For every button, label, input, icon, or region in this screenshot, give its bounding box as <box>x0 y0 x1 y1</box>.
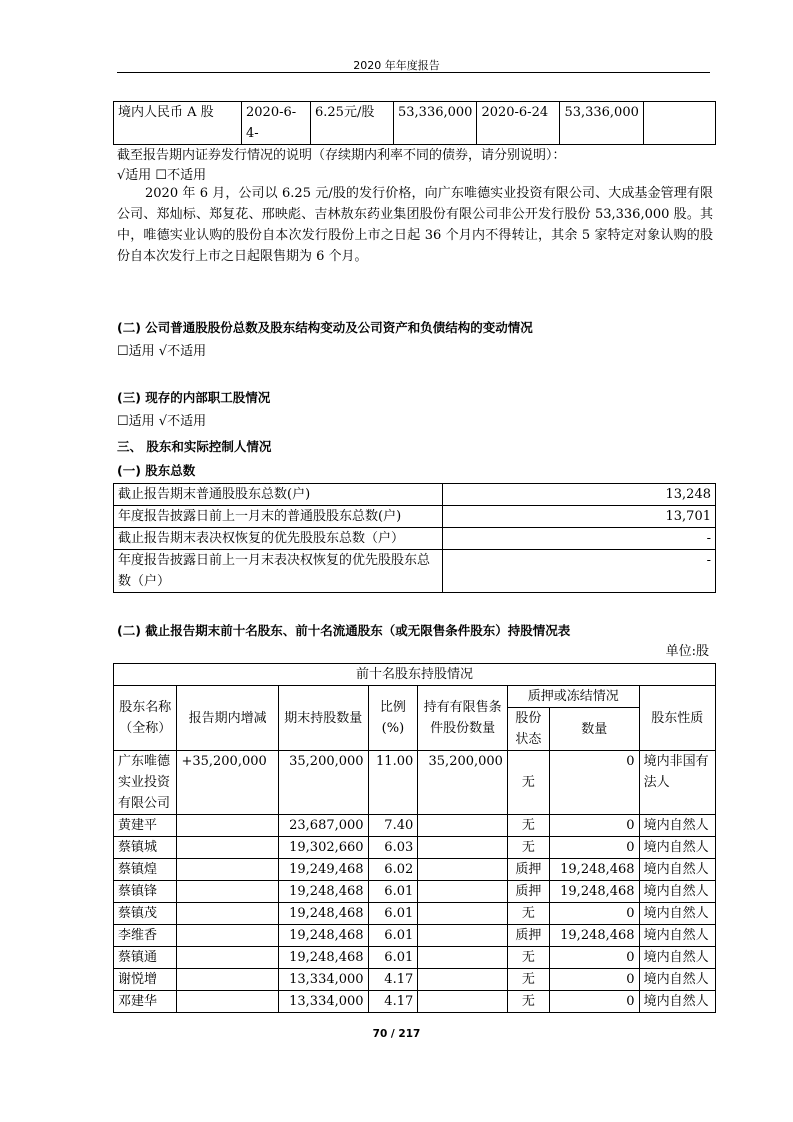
cell-name: 蔡镇茂 <box>114 903 177 925</box>
cell-restricted <box>418 903 508 925</box>
issuance-cell: 境内人民币 A 股 <box>114 102 242 145</box>
issuance-cell: 53,336,000 <box>560 102 643 145</box>
cell-nature: 境内自然人 <box>639 991 715 1013</box>
cell-status: 无 <box>507 751 549 815</box>
cell-name: 蔡镇通 <box>114 947 177 969</box>
table-row <box>114 751 716 815</box>
cell-held: 19,302,660 <box>278 837 368 859</box>
cell-restricted <box>418 925 508 947</box>
cell-qty: 0 <box>549 991 639 1013</box>
section-2-title: (二) 公司普通股股份总数及股东结构变动及公司资产和负债结构的变动情况 <box>117 320 533 335</box>
cell-change <box>177 815 278 837</box>
section-3-options: ☐适用 √不适用 <box>117 414 207 429</box>
cell-restricted <box>418 947 508 969</box>
cell-held: 35,200,000 <box>278 751 368 815</box>
cell-name: 谢悦增 <box>114 969 177 991</box>
cell-status: 无 <box>507 991 549 1013</box>
cell-change <box>177 991 278 1013</box>
table-row <box>114 925 716 947</box>
cell-change <box>177 859 278 881</box>
issuance-cell: 2020-6-4- <box>242 102 311 145</box>
cell-held: 19,248,468 <box>278 947 368 969</box>
total-value: - <box>443 550 716 593</box>
table-row <box>114 991 716 1013</box>
table-row <box>114 815 716 837</box>
cell-status: 质押 <box>507 881 549 903</box>
cell-name: 蔡镇城 <box>114 837 177 859</box>
cell-ratio: 6.01 <box>368 903 418 925</box>
cell-change <box>177 947 278 969</box>
cell-restricted <box>418 991 508 1013</box>
cell-status: 无 <box>507 903 549 925</box>
cell-qty: 0 <box>549 969 639 991</box>
cell-ratio: 6.01 <box>368 947 418 969</box>
issuance-table <box>113 101 716 145</box>
cell-restricted: 35,200,000 <box>418 751 508 815</box>
issuance-note-options: √适用 ☐不适用 <box>117 168 207 183</box>
shareholder-totals-table <box>113 483 716 593</box>
cell-nature: 境内自然人 <box>639 947 715 969</box>
cell-name: 李维香 <box>114 925 177 947</box>
cell-held: 19,248,468 <box>278 903 368 925</box>
cell-status: 质押 <box>507 859 549 881</box>
top10-table <box>113 663 716 1013</box>
table-row <box>114 969 716 991</box>
cell-nature: 境内非国有法人 <box>639 751 715 815</box>
header-name: 股东名称（全称） <box>114 686 177 751</box>
part-3-title: 三、 股东和实际控制人情况 <box>117 439 272 454</box>
cell-status: 质押 <box>507 925 549 947</box>
cell-name: 邓建华 <box>114 991 177 1013</box>
cell-restricted <box>418 969 508 991</box>
cell-ratio: 11.00 <box>368 751 418 815</box>
cell-qty: 0 <box>549 947 639 969</box>
header-pledge-qty: 数量 <box>549 708 639 751</box>
section-3-title: (三) 现存的内部职工股情况 <box>117 390 271 405</box>
cell-nature: 境内自然人 <box>639 903 715 925</box>
sub-1-title: (一) 股东总数 <box>117 463 196 478</box>
cell-qty: 0 <box>549 751 639 815</box>
header-nature: 股东性质 <box>639 686 715 751</box>
header-rule <box>117 72 710 73</box>
cell-nature: 境内自然人 <box>639 969 715 991</box>
header-pledge-group: 质押或冻结情况 <box>507 686 639 708</box>
issuance-cell: 53,336,000 <box>394 102 477 145</box>
cell-status: 无 <box>507 947 549 969</box>
total-value: - <box>443 528 716 550</box>
issuance-cell: 2020-6-24 <box>477 102 560 145</box>
cell-name: 蔡镇煌 <box>114 859 177 881</box>
cell-status: 无 <box>507 815 549 837</box>
cell-ratio: 6.01 <box>368 881 418 903</box>
table-row <box>114 881 716 903</box>
cell-status: 无 <box>507 969 549 991</box>
total-label: 截止报告期末表决权恢复的优先股股东总数（户） <box>114 528 443 550</box>
header-held: 期末持股数量 <box>278 686 368 751</box>
cell-nature: 境内自然人 <box>639 881 715 903</box>
cell-qty: 0 <box>549 815 639 837</box>
cell-ratio: 6.02 <box>368 859 418 881</box>
cell-ratio: 4.17 <box>368 969 418 991</box>
issuance-note-body: 2020 年 6 月，公司以 6.25 元/股的发行价格，向广东唯德实业投资有限公司、大成基金管理有限公司、郑灿标、郑复花、邢映彪、吉林敖东药业集团股份有限公司非公开发行股份 53,336,000 股。其中，唯德实业认购的股份自本次发行股份上市之日起 36 个月内不得转让，其余 5 家特定对象认购的股份自本次发行上市之日起限售期为 6 个月。 <box>117 186 713 264</box>
cell-change: +35,200,000 <box>177 751 278 815</box>
cell-change <box>177 969 278 991</box>
issuance-cell <box>643 102 715 145</box>
cell-held: 19,249,468 <box>278 859 368 881</box>
cell-held: 19,248,468 <box>278 881 368 903</box>
cell-qty: 19,248,468 <box>549 881 639 903</box>
page-header-title: 2020 年年度报告 <box>353 59 440 72</box>
cell-qty: 0 <box>549 903 639 925</box>
cell-ratio: 4.17 <box>368 991 418 1013</box>
total-label: 年度报告披露日前上一月末的普通股股东总数(户) <box>114 506 443 528</box>
header-change: 报告期内增减 <box>177 686 278 751</box>
cell-ratio: 6.01 <box>368 925 418 947</box>
table-row <box>114 859 716 881</box>
cell-nature: 境内自然人 <box>639 925 715 947</box>
cell-nature: 境内自然人 <box>639 815 715 837</box>
cell-qty: 19,248,468 <box>549 925 639 947</box>
total-label: 年度报告披露日前上一月末表决权恢复的优先股股东总数（户） <box>114 550 443 593</box>
cell-nature: 境内自然人 <box>639 837 715 859</box>
cell-change <box>177 837 278 859</box>
cell-held: 19,248,468 <box>278 925 368 947</box>
cell-qty: 19,248,468 <box>549 859 639 881</box>
cell-held: 23,687,000 <box>278 815 368 837</box>
header-pledge-status: 股份状态 <box>507 708 549 751</box>
cell-held: 13,334,000 <box>278 991 368 1013</box>
cell-ratio: 6.03 <box>368 837 418 859</box>
cell-restricted <box>418 859 508 881</box>
issuance-note-heading: 截至报告期内证券发行情况的说明（存续期内利率不同的债券，请分别说明）： <box>117 148 566 163</box>
cell-restricted <box>418 815 508 837</box>
sub-2-title: (二) 截止报告期末前十名股东、前十名流通股东（或无限售条件股东）持股情况表 <box>117 623 571 638</box>
header-ratio: 比例(%) <box>368 686 418 751</box>
section-2-options: ☐适用 √不适用 <box>117 344 207 359</box>
page-number: 70 / 217 <box>372 1028 421 1040</box>
top10-caption: 前十名股东持股情况 <box>114 664 716 686</box>
cell-change <box>177 925 278 947</box>
cell-held: 13,334,000 <box>278 969 368 991</box>
cell-name: 广东唯德实业投资有限公司 <box>114 751 177 815</box>
cell-ratio: 7.40 <box>368 815 418 837</box>
unit-label: 单位:股 <box>665 644 709 659</box>
cell-restricted <box>418 881 508 903</box>
total-label: 截止报告期末普通股股东总数(户) <box>114 484 443 506</box>
cell-change <box>177 881 278 903</box>
cell-status: 无 <box>507 837 549 859</box>
header-restricted: 持有有限售条件股份数量 <box>418 686 508 751</box>
table-row <box>114 947 716 969</box>
cell-name: 蔡镇锋 <box>114 881 177 903</box>
table-row <box>114 837 716 859</box>
cell-name: 黄建平 <box>114 815 177 837</box>
cell-nature: 境内自然人 <box>639 859 715 881</box>
total-value: 13,701 <box>443 506 716 528</box>
total-value: 13,248 <box>443 484 716 506</box>
cell-qty: 0 <box>549 837 639 859</box>
table-row <box>114 903 716 925</box>
cell-restricted <box>418 837 508 859</box>
issuance-cell: 6.25元/股 <box>311 102 394 145</box>
cell-change <box>177 903 278 925</box>
